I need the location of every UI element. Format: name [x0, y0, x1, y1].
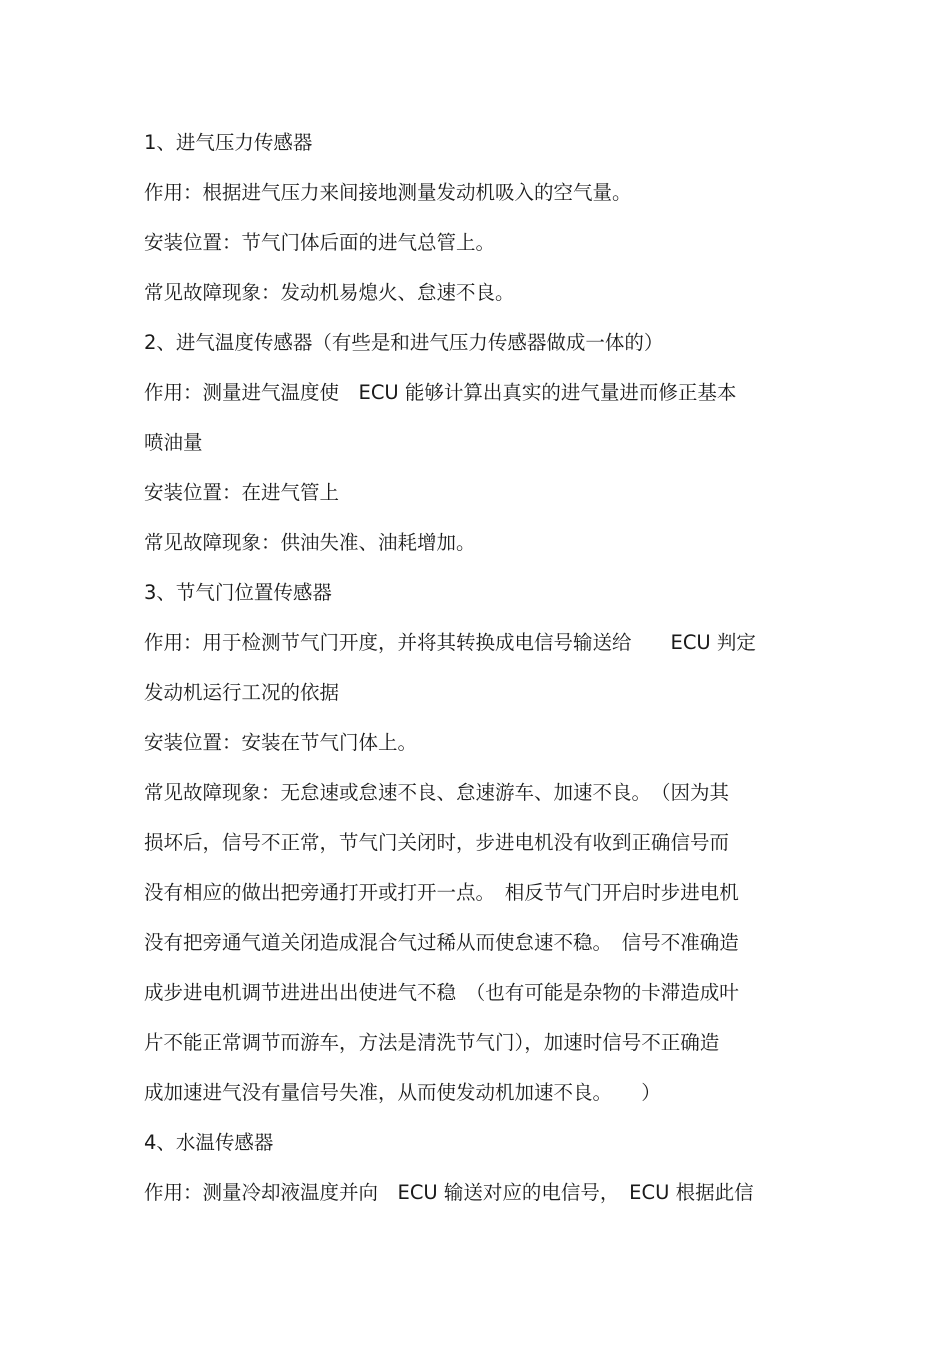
paragraph-line: 成加速进气没有量信号失准，从而使发动机加速不良。 ） — [144, 1081, 661, 1104]
document-body — [144, 128, 809, 1228]
paragraph-line: 没有相应的做出把旁通打开或打开一点。 相反节气门开启时步进电机 — [144, 881, 739, 904]
paragraph-line: 喷油量 — [144, 431, 203, 454]
paragraph-line: 片不能正常调节而游车，方法是清洗节气门），加速时信号不正确造 — [144, 1031, 720, 1054]
paragraph-line: 作用：根据进气压力来间接地测量发动机吸入的空气量。 — [144, 181, 632, 204]
paragraph-line: 发动机运行工况的依据 — [144, 681, 340, 704]
paragraph-line: 常见故障现象：发动机易熄火、怠速不良。 — [144, 281, 515, 304]
section-heading-intake-temperature-sensor: 2、进气温度传感器（有些是和进气压力传感器做成一体的） — [144, 331, 664, 354]
paragraph-line: 安装位置：在进气管上 — [144, 481, 340, 504]
section-heading-coolant-temperature-sensor: 4、水温传感器 — [144, 1131, 274, 1154]
paragraph-line: 安装位置：节气门体后面的进气总管上。 — [144, 231, 496, 254]
paragraph-line: 成步进电机调节进进出出使进气不稳 （也有可能是杂物的卡滞造成叶 — [144, 981, 739, 1004]
paragraph-line: 作用：用于检测节气门开度，并将其转换成电信号输送给 ECU 判定 — [144, 631, 756, 654]
paragraph-line: 损坏后，信号不正常，节气门关闭时，步进电机没有收到正确信号而 — [144, 831, 730, 854]
section-heading-intake-pressure-sensor: 1、进气压力传感器 — [144, 131, 313, 154]
paragraph-line: 安装位置：安装在节气门体上。 — [144, 731, 418, 754]
paragraph-line: 常见故障现象：供油失准、油耗增加。 — [144, 531, 476, 554]
paragraph-line: 作用：测量冷却液温度并向 ECU 输送对应的电信号， ECU 根据此信 — [144, 1181, 754, 1204]
paragraph-line: 常见故障现象：无怠速或怠速不良、怠速游车、加速不良。 （因为其 — [144, 781, 730, 804]
paragraph-line: 作用：测量进气温度使 ECU 能够计算出真实的进气量进而修正基本 — [144, 381, 737, 404]
paragraph-line: 没有把旁通气道关闭造成混合气过稀从而使怠速不稳。 信号不准确造 — [144, 931, 739, 954]
section-heading-throttle-position-sensor: 3、节气门位置传感器 — [144, 581, 332, 604]
